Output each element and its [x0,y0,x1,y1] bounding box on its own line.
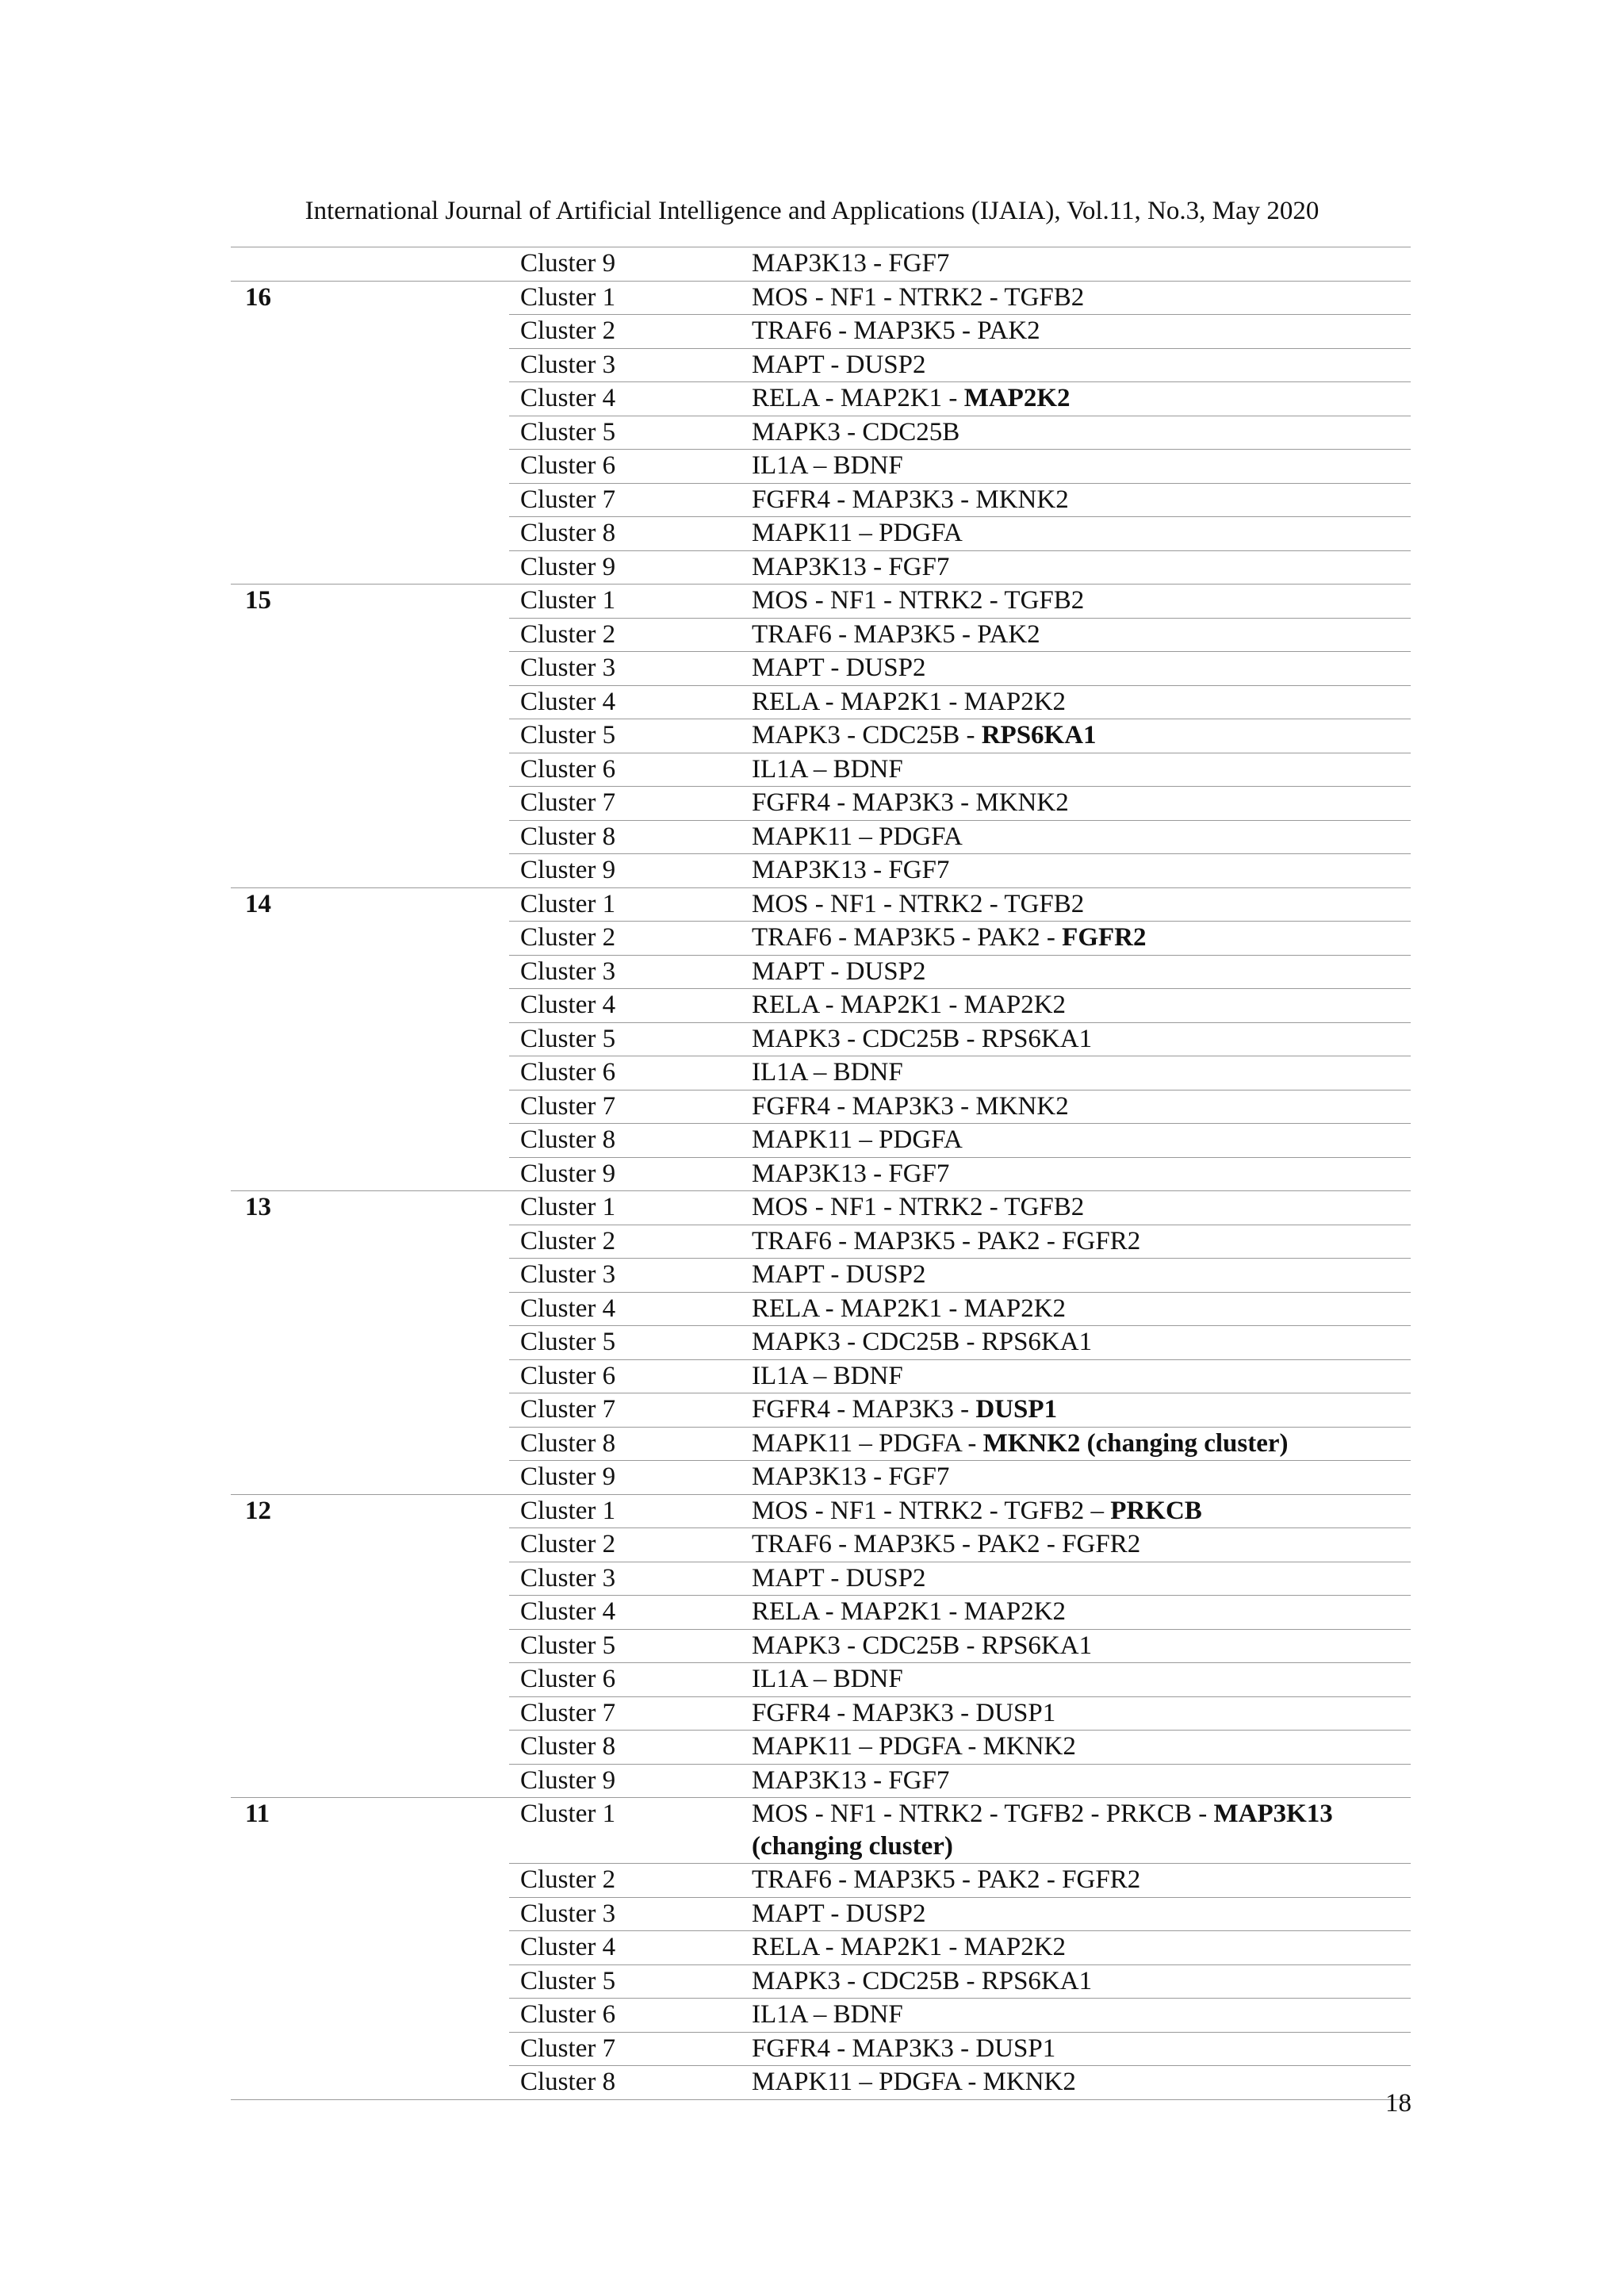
level-cell [231,989,509,1023]
level-cell [231,1259,509,1293]
table-row [231,1897,1411,1931]
genes-cell [752,281,1411,315]
genes-cell [752,1596,1411,1630]
level-cell: 16 [231,281,509,315]
level-cell [231,787,509,821]
genes-cell [752,1999,1411,2033]
cluster-cell: Cluster 5 [509,719,752,753]
cluster-cell: Cluster 7 [509,1090,752,1124]
level-cell [231,1124,509,1158]
genes-cell [752,685,1411,719]
genes-cell [752,1124,1411,1158]
genes-cell [752,1696,1411,1731]
cluster-cell: Cluster 9 [509,854,752,888]
genes-text: IL1A – BDNF [752,1665,903,1693]
table-row [231,1696,1411,1731]
level-cell [231,416,509,450]
cluster-cell: Cluster 5 [509,1629,752,1663]
highlighted-gene: PRKCB [1110,1496,1202,1525]
genes-cell [752,1731,1411,1765]
table-row [231,753,1411,787]
level-cell [231,1731,509,1765]
table-row [231,1326,1411,1360]
cluster-cell: Cluster 1 [509,1191,752,1225]
table-row [231,1864,1411,1898]
genes-text: MOS - NF1 - NTRK2 - TGFB2 [752,586,1085,615]
level-cell [231,1897,509,1931]
table-row [231,1764,1411,1798]
genes-text: MAPT - DUSP2 [752,654,926,682]
genes-text: MOS - NF1 - NTRK2 - TGFB2 [752,282,1085,312]
genes-cell [752,1157,1411,1191]
genes-text: MOS - NF1 - NTRK2 - TGFB2 – [752,1496,1111,1525]
genes-text: MAPT - DUSP2 [752,1260,926,1289]
table-row [231,820,1411,854]
level-cell [231,685,509,719]
genes-text: MAPK3 - CDC25B - RPS6KA1 [752,1328,1093,1356]
cluster-table-body [231,247,1411,2100]
genes-text: MAPK11 – PDGFA [752,1125,963,1154]
cluster-cell: Cluster 6 [509,1663,752,1697]
genes-text: FGFR4 - MAP3K3 - MKNK2 [752,1091,1069,1121]
genes-text: FGFR4 - MAP3K3 - MKNK2 [752,485,1069,514]
genes-text: MAPT - DUSP2 [752,956,926,986]
table-row [231,1629,1411,1663]
table-row [231,618,1411,652]
table-row [231,989,1411,1023]
genes-text: FGFR4 - MAP3K3 - [752,1395,976,1424]
table-row [231,348,1411,382]
level-cell [231,1964,509,1999]
level-cell [231,315,509,349]
table-row [231,1225,1411,1259]
cluster-cell: Cluster 5 [509,1964,752,1999]
table-row [231,1191,1411,1225]
genes-text: MAPK11 – PDGFA [752,822,963,851]
level-cell [231,1225,509,1259]
cluster-cell: Cluster 8 [509,1124,752,1158]
genes-text: MAPK11 – PDGFA - MKNK2 [752,2068,1076,2096]
cluster-cell: Cluster 1 [509,1798,752,1864]
cluster-cell: Cluster 4 [509,1596,752,1630]
genes-text: MAPK3 - CDC25B - [752,721,982,749]
genes-text: MAP3K13 - FGF7 [752,1159,950,1188]
table-row [231,315,1411,349]
genes-text: MAP3K13 - FGF7 [752,856,950,884]
table-row [231,1663,1411,1697]
genes-cell [752,483,1411,517]
genes-cell [752,652,1411,686]
table-row [231,1359,1411,1393]
table-row [231,281,1411,315]
table-row [231,2032,1411,2066]
genes-cell [752,955,1411,989]
table-row [231,1427,1411,1461]
table-row [231,1259,1411,1293]
genes-text: TRAF6 - MAP3K5 - PAK2 - FGFR2 [752,1530,1141,1558]
table-row [231,382,1411,416]
cluster-cell: Cluster 9 [509,1157,752,1191]
level-cell [231,1022,509,1056]
genes-cell [752,1562,1411,1596]
genes-cell [752,989,1411,1023]
genes-cell [752,585,1411,619]
cluster-cell: Cluster 3 [509,1259,752,1293]
genes-cell [752,550,1411,585]
cluster-cell: Cluster 7 [509,787,752,821]
table-row [231,585,1411,619]
genes-cell [752,1056,1411,1091]
cluster-cell: Cluster 1 [509,585,752,619]
genes-text: FGFR4 - MAP3K3 - DUSP1 [752,1698,1056,1727]
cluster-cell: Cluster 6 [509,450,752,484]
highlighted-gene: FGFR2 [1062,923,1147,952]
genes-text: MAPK3 - CDC25B [752,417,960,447]
cluster-cell: Cluster 6 [509,1359,752,1393]
genes-text: MAPK11 – PDGFA - MKNK2 [752,1732,1076,1761]
cluster-cell: Cluster 8 [509,1731,752,1765]
highlighted-gene: MKNK2 (changing cluster) [982,1428,1289,1458]
level-cell [231,247,509,282]
cluster-cell: Cluster 2 [509,1864,752,1898]
level-cell [231,1864,509,1898]
cluster-cell: Cluster 9 [509,247,752,282]
table-row [231,719,1411,753]
level-cell: 11 [231,1798,509,1864]
genes-text: TRAF6 - MAP3K5 - PAK2 - FGFR2 [752,1226,1141,1255]
genes-text: MAPT - DUSP2 [752,1563,926,1593]
genes-text: MAPK3 - CDC25B - RPS6KA1 [752,1631,1093,1660]
table-row [231,550,1411,585]
highlighted-gene: MAP3K13 (changing cluster) [752,1800,1333,1861]
table-row [231,787,1411,821]
cluster-cell: Cluster 2 [509,315,752,349]
table-row [231,1124,1411,1158]
genes-text: RELA - MAP2K1 - MAP2K2 [752,1294,1067,1323]
cluster-cell: Cluster 2 [509,1528,752,1562]
cluster-cell: Cluster 8 [509,820,752,854]
table-row [231,517,1411,551]
journal-header: International Journal of Artificial Intelligence and Applications (IJAIA), Vol.11, No.3, May 2020 [304,197,1320,225]
table-row [231,1964,1411,1999]
genes-cell [752,753,1411,787]
cluster-cell: Cluster 2 [509,618,752,652]
genes-cell [752,247,1411,282]
cluster-cell: Cluster 3 [509,955,752,989]
level-cell [231,820,509,854]
table-row [231,854,1411,888]
level-cell [231,618,509,652]
genes-cell [752,887,1411,922]
cluster-cell: Cluster 1 [509,1494,752,1528]
genes-cell [752,787,1411,821]
genes-cell [752,1798,1411,1864]
genes-cell [752,1292,1411,1326]
genes-text: TRAF6 - MAP3K5 - PAK2 - FGFR2 [752,1865,1141,1894]
genes-text: MAPK3 - CDC25B - RPS6KA1 [752,1966,1093,1995]
table-row [231,1798,1411,1864]
cluster-cell: Cluster 5 [509,416,752,450]
level-cell [231,1427,509,1461]
level-cell [231,1931,509,1965]
cluster-cell: Cluster 7 [509,1696,752,1731]
cluster-cell: Cluster 1 [509,281,752,315]
level-cell [231,1629,509,1663]
level-cell [231,1461,509,1495]
table-row [231,1461,1411,1495]
cluster-cell: Cluster 7 [509,1393,752,1428]
table-row [231,1393,1411,1428]
genes-cell [752,416,1411,450]
genes-text: MAPK11 – PDGFA - [752,1428,983,1458]
level-cell [231,2032,509,2066]
genes-text: MOS - NF1 - NTRK2 - TGFB2 - PRKCB - [752,1800,1214,1828]
genes-cell [752,1191,1411,1225]
highlighted-gene: RPS6KA1 [981,721,1097,749]
genes-cell [752,517,1411,551]
cluster-cell: Cluster 8 [509,517,752,551]
table-row [231,1056,1411,1091]
genes-text: FGFR4 - MAP3K3 - DUSP1 [752,2033,1056,2063]
table-row [231,1596,1411,1630]
cluster-cell: Cluster 7 [509,2032,752,2066]
genes-text: TRAF6 - MAP3K5 - PAK2 [752,619,1040,649]
cluster-cell: Cluster 4 [509,1931,752,1965]
table-row [231,483,1411,517]
table-row [231,450,1411,484]
genes-cell [752,618,1411,652]
genes-cell [752,2032,1411,2066]
cluster-cell: Cluster 5 [509,1022,752,1056]
cluster-cell: Cluster 6 [509,1999,752,2033]
highlighted-gene: MAP2K2 [963,384,1071,412]
genes-cell [752,1022,1411,1056]
genes-cell [752,1225,1411,1259]
level-cell [231,348,509,382]
genes-cell [752,1764,1411,1798]
genes-cell [752,1359,1411,1393]
genes-cell [752,1461,1411,1495]
cluster-cell: Cluster 9 [509,1764,752,1798]
level-cell [231,1528,509,1562]
level-cell [231,450,509,484]
level-cell [231,753,509,787]
genes-cell [752,820,1411,854]
genes-cell [752,1393,1411,1428]
level-cell [231,652,509,686]
cluster-cell: Cluster 8 [509,1427,752,1461]
cluster-cell: Cluster 2 [509,1225,752,1259]
level-cell [231,1292,509,1326]
table-row [231,685,1411,719]
genes-cell [752,1326,1411,1360]
genes-text: MOS - NF1 - NTRK2 - TGFB2 [752,889,1085,918]
table-row [231,247,1411,282]
level-cell [231,854,509,888]
table-row [231,1931,1411,1965]
genes-text: TRAF6 - MAP3K5 - PAK2 [752,316,1040,345]
cluster-cell: Cluster 7 [509,483,752,517]
table-row [231,955,1411,989]
level-cell [231,1764,509,1798]
page-number: 18 [1385,2089,1411,2118]
genes-cell [752,382,1411,416]
genes-cell [752,1897,1411,1931]
level-cell [231,483,509,517]
genes-text: RELA - MAP2K1 - MAP2K2 [752,687,1067,716]
level-cell [231,719,509,753]
genes-text: MAPT - DUSP2 [752,350,926,379]
cluster-cell: Cluster 9 [509,1461,752,1495]
genes-cell [752,1528,1411,1562]
genes-cell [752,1259,1411,1293]
genes-cell [752,1931,1411,1965]
genes-text: MAPK3 - CDC25B - RPS6KA1 [752,1024,1093,1053]
cluster-cell: Cluster 5 [509,1326,752,1360]
cluster-cell: Cluster 3 [509,1562,752,1596]
level-cell [231,517,509,551]
cluster-cell: Cluster 9 [509,550,752,585]
genes-cell [752,1090,1411,1124]
genes-text: RELA - MAP2K1 - MAP2K2 [752,991,1067,1019]
level-cell: 14 [231,887,509,922]
genes-text: IL1A – BDNF [752,754,903,784]
cluster-table [231,247,1411,2100]
table-row [231,922,1411,956]
genes-text: IL1A – BDNF [752,1361,903,1390]
genes-text: MAP3K13 - FGF7 [752,1462,950,1491]
genes-cell [752,1629,1411,1663]
cluster-cell: Cluster 6 [509,1056,752,1091]
table-row [231,416,1411,450]
level-cell [231,955,509,989]
cluster-cell: Cluster 3 [509,348,752,382]
genes-cell [752,450,1411,484]
level-cell [231,1056,509,1091]
table-row [231,2066,1411,2100]
level-cell: 12 [231,1494,509,1528]
genes-text: MAP3K13 - FGF7 [752,1765,950,1795]
level-cell [231,1359,509,1393]
level-cell [231,550,509,585]
genes-text: MOS - NF1 - NTRK2 - TGFB2 [752,1193,1085,1221]
genes-text: MAPT - DUSP2 [752,1899,926,1928]
genes-cell [752,1427,1411,1461]
genes-text: MAP3K13 - FGF7 [752,552,950,581]
level-cell [231,382,509,416]
level-cell: 15 [231,585,509,619]
genes-cell [752,1663,1411,1697]
genes-text: MAPK11 – PDGFA [752,519,963,547]
cluster-cell: Cluster 1 [509,887,752,922]
cluster-cell: Cluster 4 [509,382,752,416]
level-cell [231,1663,509,1697]
table-row [231,1157,1411,1191]
level-cell [231,2066,509,2100]
level-cell: 13 [231,1191,509,1225]
table-row [231,652,1411,686]
table-row [231,1999,1411,2033]
genes-cell [752,719,1411,753]
level-cell [231,922,509,956]
table-row [231,1022,1411,1056]
table-row [231,887,1411,922]
genes-cell [752,1494,1411,1528]
cluster-cell: Cluster 4 [509,685,752,719]
genes-cell [752,348,1411,382]
highlighted-gene: DUSP1 [975,1395,1058,1424]
genes-cell [752,922,1411,956]
level-cell [231,1157,509,1191]
cluster-cell: Cluster 3 [509,652,752,686]
cluster-cell: Cluster 3 [509,1897,752,1931]
genes-text: MAP3K13 - FGF7 [752,249,950,278]
level-cell [231,1596,509,1630]
level-cell [231,1326,509,1360]
cluster-cell: Cluster 4 [509,989,752,1023]
cluster-cell: Cluster 4 [509,1292,752,1326]
table-row [231,1494,1411,1528]
level-cell [231,1090,509,1124]
cluster-cell: Cluster 2 [509,922,752,956]
table-row [231,1528,1411,1562]
genes-cell [752,854,1411,888]
genes-text: RELA - MAP2K1 - [752,384,964,412]
cluster-cell: Cluster 6 [509,753,752,787]
genes-cell [752,1864,1411,1898]
level-cell [231,1562,509,1596]
genes-text: RELA - MAP2K1 - MAP2K2 [752,1933,1067,1961]
genes-text: IL1A – BDNF [752,2000,903,2029]
table-row [231,1731,1411,1765]
genes-text: RELA - MAP2K1 - MAP2K2 [752,1597,1067,1626]
table-row [231,1090,1411,1124]
genes-text: IL1A – BDNF [752,1058,903,1087]
genes-text: FGFR4 - MAP3K3 - MKNK2 [752,788,1069,817]
genes-text: TRAF6 - MAP3K5 - PAK2 - [752,923,1063,952]
genes-cell [752,2066,1411,2100]
table-row [231,1562,1411,1596]
level-cell [231,1999,509,2033]
genes-text: IL1A – BDNF [752,451,903,480]
genes-cell [752,315,1411,349]
cluster-cell: Cluster 8 [509,2066,752,2100]
genes-cell [752,1964,1411,1999]
level-cell [231,1393,509,1428]
level-cell [231,1696,509,1731]
table-row [231,1292,1411,1326]
